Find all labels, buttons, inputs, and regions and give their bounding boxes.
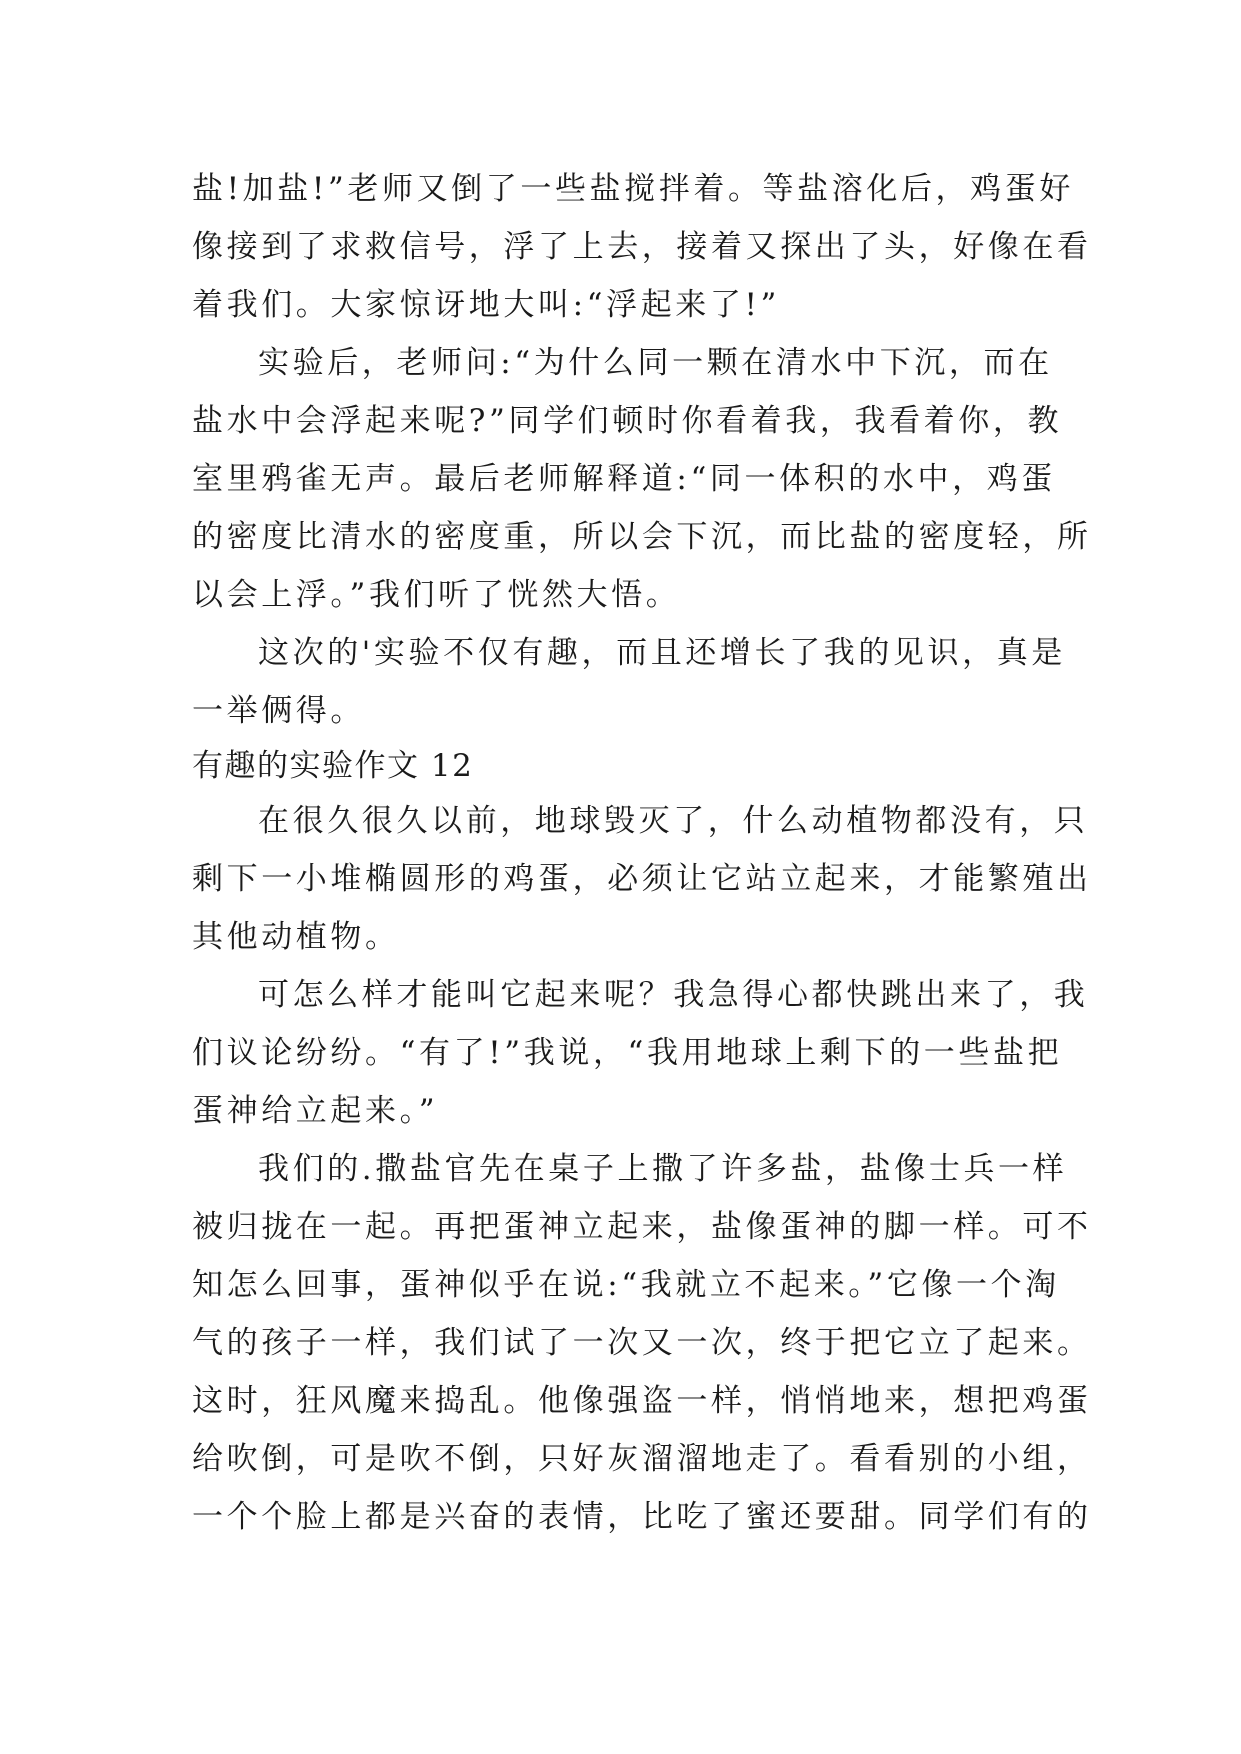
text-line: 蛋神给立起来。”: [192, 1093, 439, 1129]
text-line: 以会上浮。”我们听了恍然大悟。: [192, 577, 681, 613]
text-line: 可怎么样才能叫它起来呢？我急得心都快跳出来了，我: [258, 977, 1089, 1013]
text-line: 们议论纷纷。“有了!”我说，“我用地球上剩下的一些盐把: [192, 1035, 1063, 1071]
text-line: 这次的'实验不仅有趣，而且还增长了我的见识，真是: [258, 635, 1066, 671]
text-line: 这时，狂风魔来捣乱。他像强盗一样，悄悄地来，想把鸡蛋: [192, 1383, 1092, 1419]
text-line: 其他动植物。: [192, 919, 400, 955]
text-line: 盐!加盐!”老师又倒了一些盐搅拌着。等盐溶化后，鸡蛋好: [192, 171, 1074, 207]
paragraph-block-before: [192, 160, 1092, 740]
text-line: 剩下一小堆椭圆形的鸡蛋，必须让它站立起来，才能繁殖出: [192, 861, 1092, 897]
text-line: 我们的.撒盐官先在桌子上撒了许多盐，盐像士兵一样: [258, 1151, 1068, 1187]
text-line: 室里鸦雀无声。最后老师解释道:“同一体积的水中，鸡蛋: [192, 461, 1056, 497]
text-line: 实验后，老师问:“为什么同一颗在清水中下沉，而在: [258, 345, 1053, 381]
document-page: [192, 160, 1092, 1546]
text-line: 气的孩子一样，我们试了一次又一次，终于把它立了起来。: [192, 1325, 1092, 1361]
text-line: 一举俩得。: [192, 693, 365, 729]
paragraph-block-after: [192, 792, 1092, 1546]
text-line: 像接到了求救信号，浮了上去，接着又探出了头，好像在看: [192, 229, 1092, 265]
section-heading: 有趣的实验作文 12: [192, 748, 474, 784]
text-line: 给吹倒，可是吹不倒，只好灰溜溜地走了。看看别的小组，: [192, 1441, 1092, 1477]
text-line: 着我们。大家惊讶地大叫:“浮起来了!”: [192, 287, 780, 323]
text-line: 知怎么回事，蛋神似乎在说:“我就立不起来。”它像一个淘: [192, 1267, 1060, 1303]
text-line: 在很久很久以前，地球毁灭了，什么动植物都没有，只: [258, 803, 1089, 839]
text-line: 一个个脸上都是兴奋的表情，比吃了蜜还要甜。同学们有的: [192, 1499, 1092, 1535]
text-line: 被归拢在一起。再把蛋神立起来，盐像蛋神的脚一样。可不: [192, 1209, 1092, 1245]
text-line: 盐水中会浮起来呢?”同学们顿时你看着我，我看着你，教: [192, 403, 1063, 439]
text-line: 的密度比清水的密度重，所以会下沉，而比盐的密度轻，所: [192, 519, 1092, 555]
